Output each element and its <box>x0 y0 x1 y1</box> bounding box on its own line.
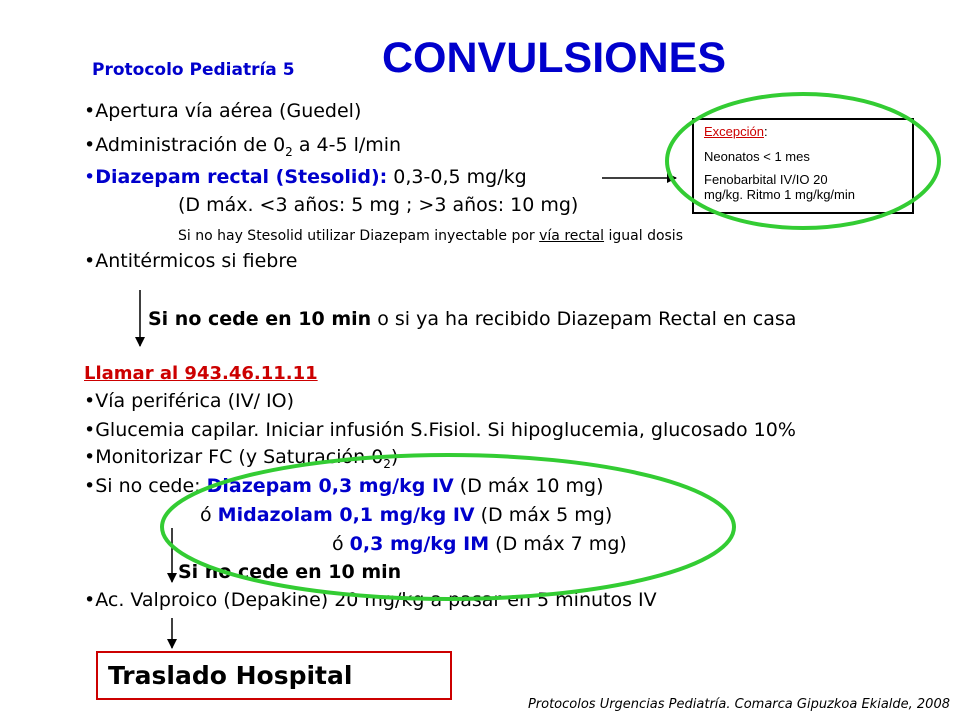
oxygen-suffix: a 4-5 l/min <box>292 134 402 156</box>
condition-rest: o si ya ha recibido Diazepam Rectal en casa <box>371 308 797 330</box>
exception-line2: Fenobarbital IV/IO 20 <box>704 172 828 187</box>
protocol-label: Protocolo Pediatría 5 <box>92 60 295 80</box>
nocede-prefix: •Si no cede: <box>84 475 207 497</box>
or-1: ó <box>200 504 218 526</box>
oxygen-prefix: •Administración de 0 <box>84 134 286 156</box>
exception-line3: mg/kg. Ritmo 1 mg/kg/min <box>704 187 855 202</box>
monitor-prefix: •Monitorizar FC (y Saturación 0 <box>84 446 384 468</box>
step-airway: •Apertura vía aérea (Guedel) <box>84 100 362 122</box>
note-suffix: igual dosis <box>604 228 683 244</box>
footer-citation: Protocolos Urgencias Pediatría. Comarca Gipuzkoa Ekialde, 2008 <box>527 697 950 712</box>
highlight-ellipse-iv-doses <box>162 455 734 599</box>
diazepam-bullet: • <box>84 166 96 188</box>
im-dose: 0,3 mg/kg IM <box>349 533 490 555</box>
diazepam-iv-dose: Diazepam 0,3 mg/kg IV <box>206 475 454 497</box>
note-prefix: Si no hay Stesolid utilizar Diazepam inyectable por <box>178 228 540 244</box>
exception-line1: Neonatos < 1 mes <box>704 149 810 164</box>
midazolam-max: (D máx 5 mg) <box>474 504 613 526</box>
condition-no-response-2: Si no cede en 10 min <box>178 561 402 583</box>
step-valproic: •Ac. Valproico (Depakine) 20 mg/kg a pasar en 5 minutos IV <box>84 589 657 611</box>
or-2: ó <box>332 533 350 555</box>
im-max: (D máx 7 mg) <box>489 533 627 555</box>
diazepam-dose: 0,3-0,5 mg/kg <box>387 166 527 188</box>
highlight-ellipse-exception <box>667 94 939 228</box>
diazepam-label: Diazepam rectal (Stesolid): <box>95 166 388 188</box>
step-glucose: •Glucemia capilar. Iniciar infusión S.Fisiol. Si hipoglucemia, glucosado 10% <box>84 419 796 441</box>
exception-colon: : <box>763 124 768 139</box>
step-peripheral: •Vía periférica (IV/ IO) <box>84 390 295 412</box>
monitor-sub: 2 <box>383 456 391 471</box>
diazepam-iv-max: (D máx 10 mg) <box>453 475 604 497</box>
exception-title: Excepción <box>704 124 764 139</box>
condition-bold: Si no cede en 10 min <box>148 308 372 330</box>
midazolam-dose: Midazolam 0,1 mg/kg IV <box>217 504 475 526</box>
diazepam-max-dose: (D máx. <3 años: 5 mg ; >3 años: 10 mg) <box>178 194 579 216</box>
oxygen-sub: 2 <box>285 144 293 159</box>
note-link: vía rectal <box>539 228 605 244</box>
page-title: CONVULSIONES <box>382 34 727 82</box>
transfer-label: Traslado Hospital <box>108 661 353 690</box>
monitor-suffix: ) <box>390 446 399 468</box>
step-antipyretics: •Antitérmicos si fiebre <box>84 250 298 272</box>
call-number-text: Llamar al 943.46.11.11 <box>84 363 318 384</box>
